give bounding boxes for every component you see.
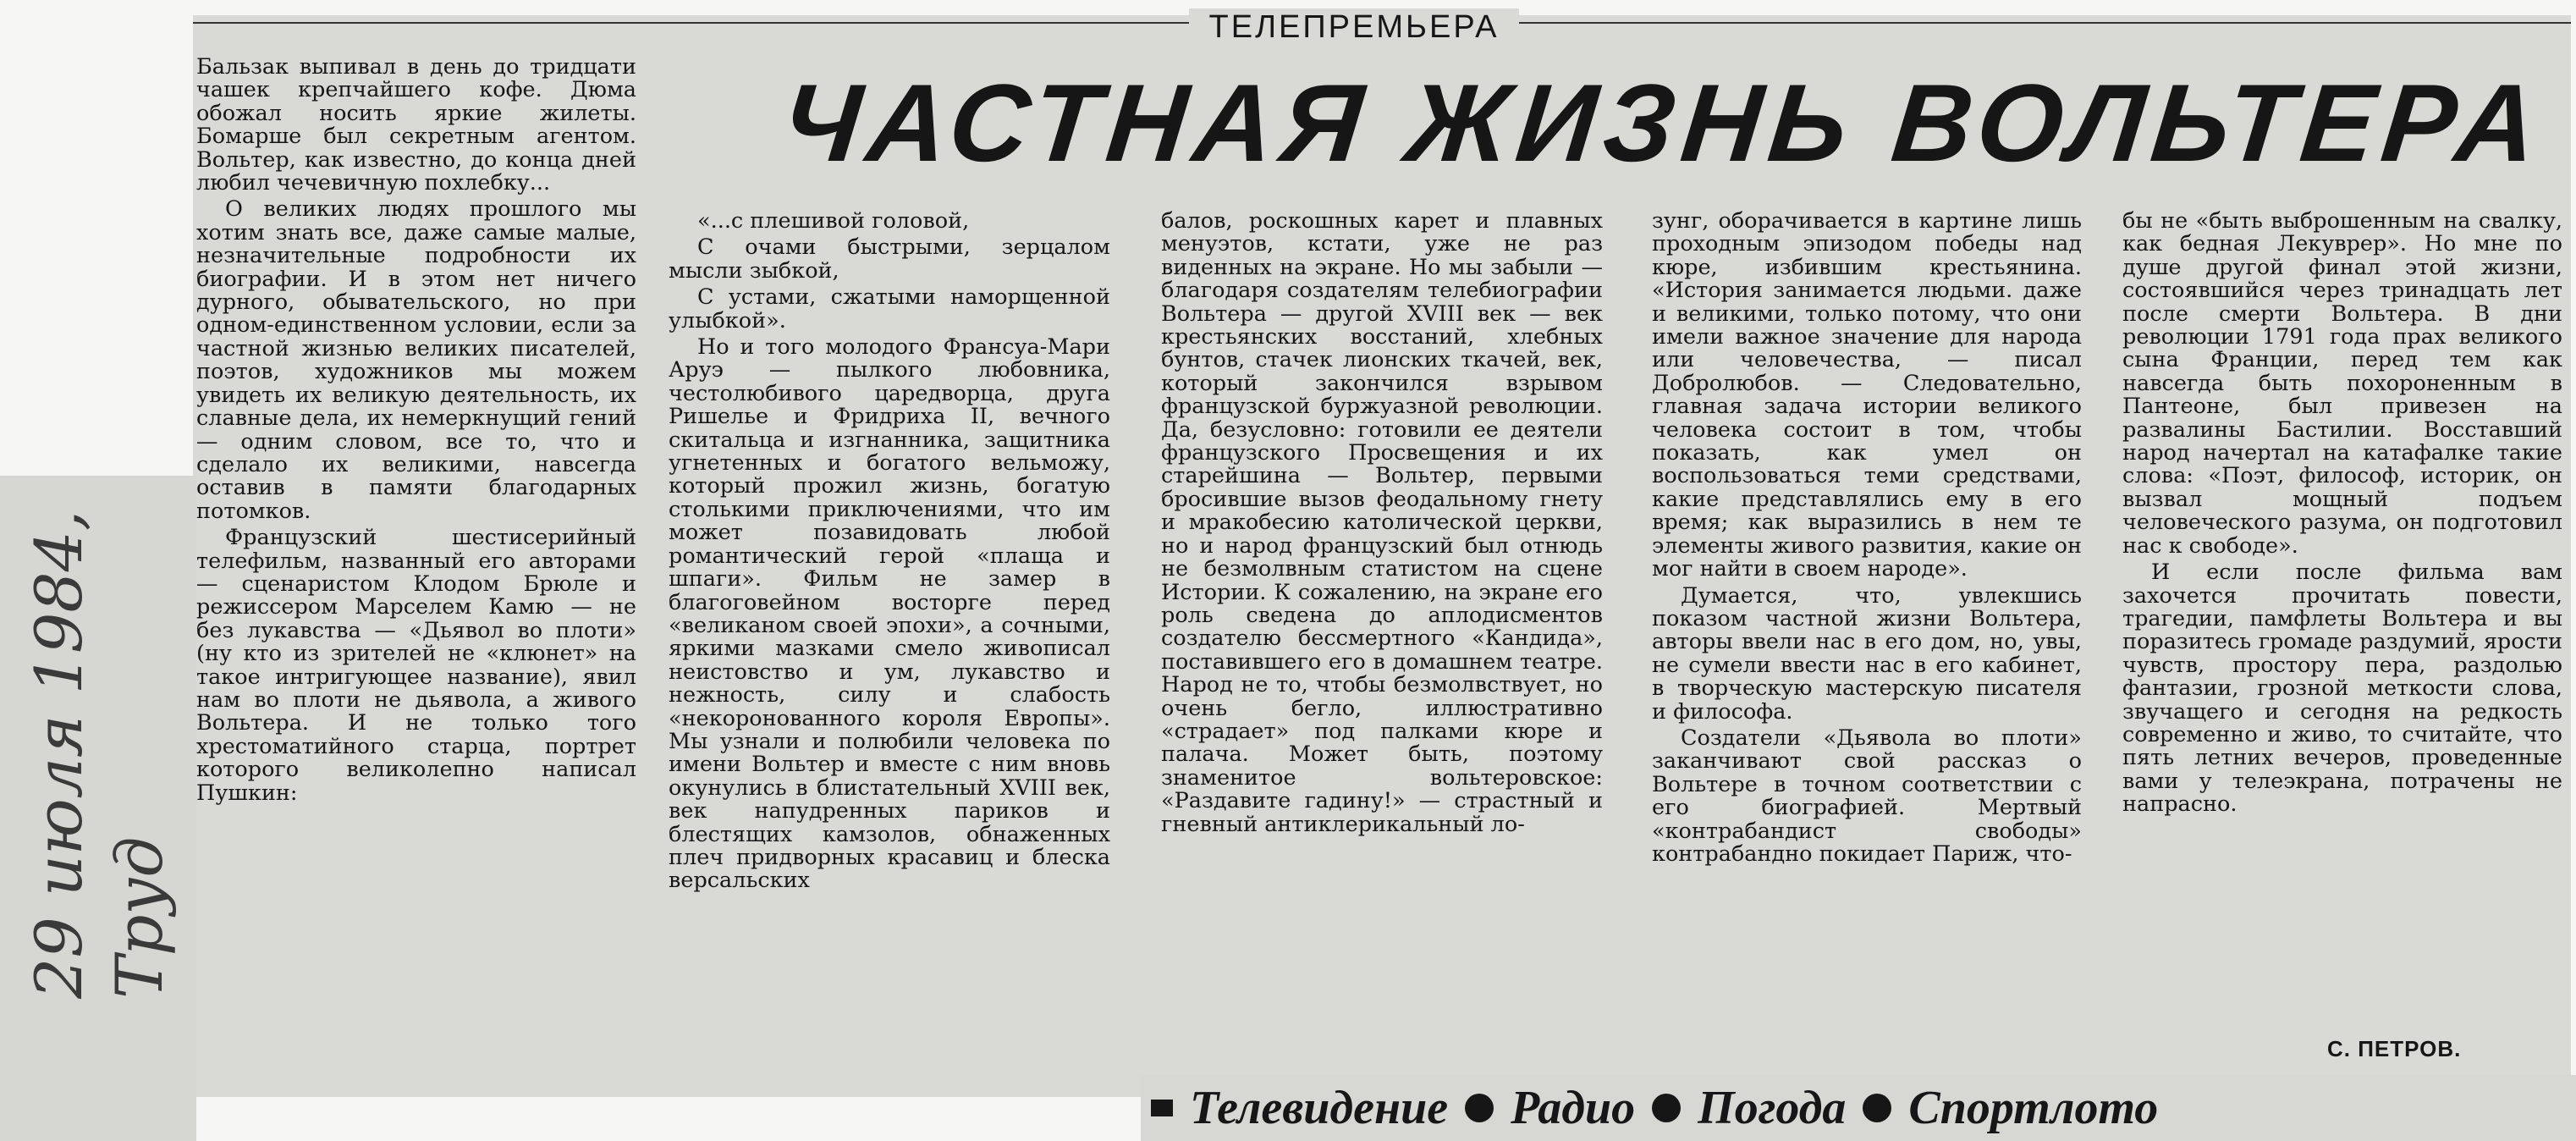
verse-line: С очами быстрыми, зерцалом мысли зыбкой, bbox=[669, 234, 1110, 284]
paragraph: Но и того молодого Франсуа-Мари Аруэ — пылкого любовника, честолюбивого царедворца, друга Ришелье и Фридриха II, вечного скитальца и изгнанника, защитника угнетенных и богатого вельможу, который прожил жизнь, богатую столькими приключениями, что им может позавидовать любой романтический герой «плаща и шпаги». Фильм не замер в благоговейном восторге перед «великаном своей эпохи», а сочными, яркими мазками смело живописал неистовство и ум, лукавство и нежность, силу и слабость «некоронованного короля Европы». Мы узнали и полюбили человека по имени Вольтер и вместе с ним вновь окунулись в блистательный XVIII век, век напудренных париков и блестящих камзолов, обнаженных плеч придворных красавиц и блеска версальских bbox=[669, 334, 1110, 894]
rubric: ТЕЛЕПРЕМЬЕРА bbox=[1189, 8, 1519, 46]
paragraph: балов, роскошных карет и плавных менуэтов, кстати, уже не раз виденных на экране. Но мы забыли — благодаря создателям телебиографии Вольтера — другой XVIII век — век крестьянских восстаний, хлебных бунтов, стачек лионских ткачей, век, который закончился взрывом французской буржуазной революции. Да, безусловно: готовили ее деятели французского Просвещения и их старейшина — Вольтер, первыми бросившие вызов феодальному гнету и мракобесию католической церкви, но и народ французский был отнюдь не безмолвным статистом на сцене Истории. К сожалению, на экране его роль сведена до аплодисментов создателю бессмертного «Кандида», поставившего его в домашнем театре. Народ не то, чтобы безмолвствует, но очень бегло, иллюстративно «страдает» под палками кюре и палача. Может быть, поэтому знаменитое вольтеровское: «Раздавите гадину!» — страстный и гневный антиклерикальный ло- bbox=[1161, 210, 1603, 837]
author-signature: С. ПЕТРОВ. bbox=[2327, 1036, 2462, 1061]
footer-rubrics bbox=[1144, 1082, 2574, 1134]
paragraph: Думается, что, увлекшись показом частной жизни Вольтера, авторы ввели нас в его дом, но, увы, не сумели ввести нас в его кабинет, в творческую мастерскую писателя и философа. bbox=[1652, 582, 2082, 725]
bullet-dot-icon bbox=[1465, 1094, 1494, 1122]
paragraph: бы не «быть выброшенным на свалку, как бедная Лекуврер». Но мне по душе другой финал этой жизни, состоявшийся через тринадцать лет после смерти Вольтера. В дни революции 1791 года прах великого сына Франции, перед тем как навсегда быть похороненным в Пантеоне, был привезен на развалины Бастилии. Восставший народ начертал на катафалке такие слова: «Поэт, философ, историк, он вызвал мощный подъем человеческого разума, он подготовил нас к свободе». bbox=[2122, 210, 2562, 559]
paragraph: И если после фильма вам захочется прочитать повести, трагедии, памфлеты Вольтера и вы поразитесь громаде раздумий, ярости чувств, простору пера, раздолью фантазии, грозной меткости слова, звучащего и сегодня на редкость современно и живо, то считайте, что пять летних вечеров, проведенные вами у телеэкрана, потрачены не напрасно. bbox=[2122, 559, 2562, 818]
dash-bullet-icon bbox=[1151, 1100, 1173, 1116]
paragraph: зунг, оборачивается в картине лишь проходным эпизодом победы над кюре, избившим крестьянина. «История занимается людьми. даже и великими, только потому, что они имели важное значение для народа или человечества, — писал Добролюбов. — Следовательно, главная задача истории великого человека состоит в том, чтобы показать, как умел он воспользоваться теми средствами, какие представлялись ему в его время; как выразились в нем те элементы живого развития, какие он мог найти в своем народе». bbox=[1652, 210, 2082, 582]
paragraph: Создатели «Дьявола во плоти» заканчивают свой рассказ о Вольтере в точном соответствии с его биографией. Мертвый «контрабандист свободы» контрабандно покидает Париж, что- bbox=[1652, 725, 2082, 867]
footer-item-tv: Телевидение bbox=[1190, 1082, 1449, 1134]
paragraph: О великих людях прошлого мы хотим знать все, даже самые малые, незначительные подробности их биографии. И в этом нет ничего дурного, обывательского, но при одном-единственном условии, если за частной жизнью великих писателей, поэтов, художников мы можем увидеть их великую деятельность, их славные дела, их немеркнущий гений — одним словом, все то, что и сделало их великими, навсегда оставив в памяти благодарных потомков. bbox=[196, 196, 636, 524]
bullet-dot-icon bbox=[1863, 1094, 1891, 1122]
column-1 bbox=[196, 56, 636, 1097]
verse-line: «...с плешивой головой, bbox=[697, 210, 970, 234]
column-3 bbox=[1161, 210, 1603, 1099]
handwritten-note bbox=[21, 389, 203, 999]
paragraph: Французский шестисерийный телефильм, названный его авторами — сценаристом Клодом Брюле и режиссером Марселем Камю — не без лукавства — «Дьявол во плоти» (ну кто из зрителей не «клюнет» на такое интригующее название), явил нам во плоти не дьявола, а живого Вольтера. И не только того хрестоматийного старца, портрет которого великолепно написал Пушкин: bbox=[196, 525, 636, 806]
headline: ЧАСТНАЯ ЖИЗНЬ ВОЛЬТЕРА bbox=[776, 61, 2551, 185]
lead-paragraph: Бальзак выпивал в день до тридцати чашек крепчайшего кофе. Дюма обожал носить яркие жилеты. Бомарше был секретным агентом. Вольтер, как известно, до конца дней любил чечевичную похлебку... bbox=[196, 56, 636, 196]
bullet-dot-icon bbox=[1652, 1094, 1681, 1122]
handwritten-date: 29 июля 1984, bbox=[21, 510, 96, 999]
footer-item-radio: Радио bbox=[1511, 1082, 1636, 1134]
column-5 bbox=[2122, 210, 2562, 1056]
column-4 bbox=[1652, 210, 2082, 1099]
handwritten-source: Труд bbox=[102, 836, 177, 999]
footer-item-sportloto: Спортлото bbox=[1908, 1082, 2159, 1134]
footer-item-weather: Погода bbox=[1698, 1082, 1847, 1134]
column-2 bbox=[669, 210, 1110, 1099]
verse-line: С устами, сжатыми наморщенной улыбкой». bbox=[669, 284, 1110, 333]
